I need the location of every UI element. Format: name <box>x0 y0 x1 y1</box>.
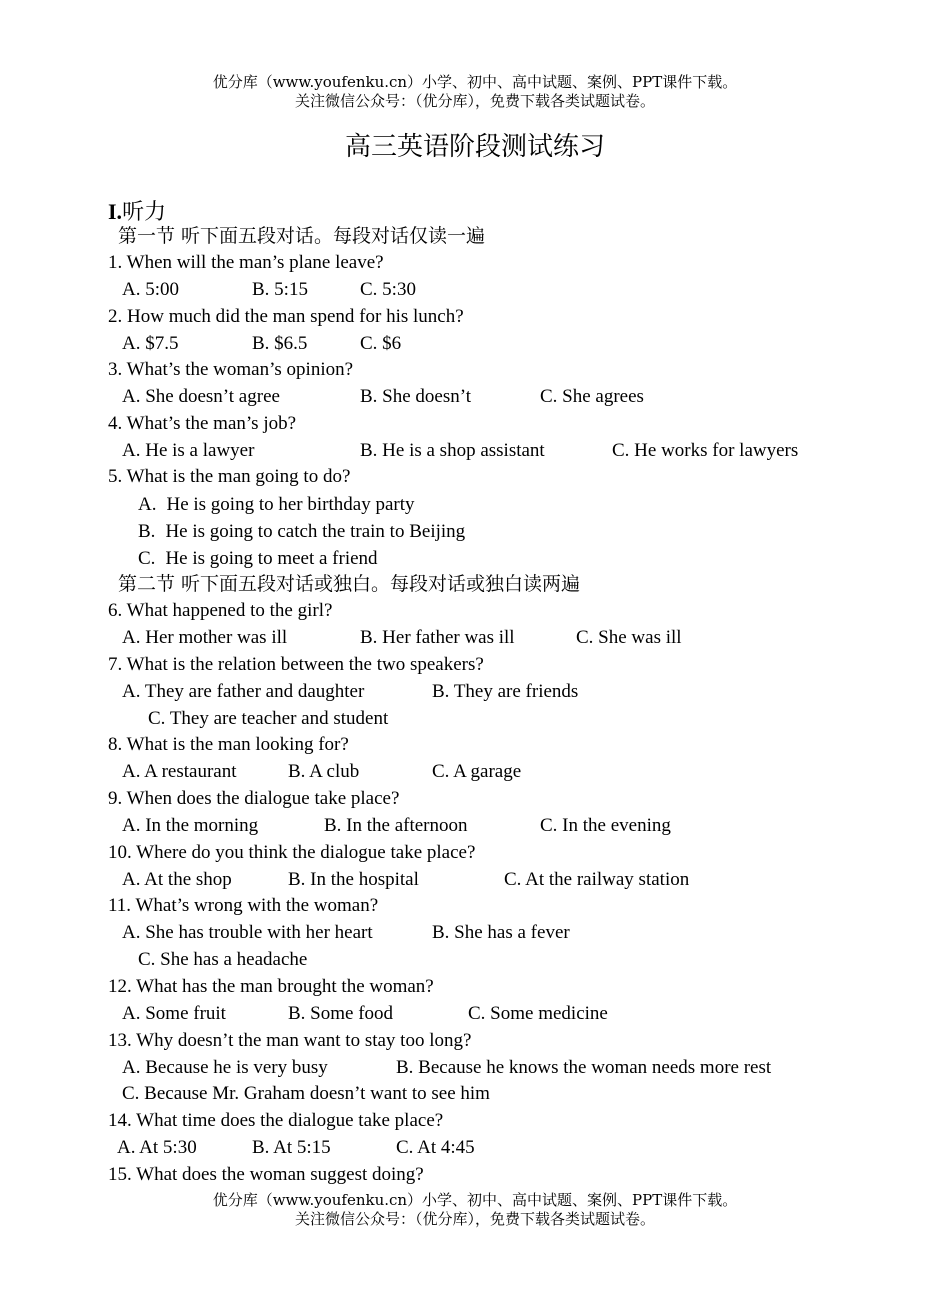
q12-option-b: B. Some food <box>288 1003 394 1024</box>
q13-option-b: B. Because he knows the woman needs more rest <box>396 1057 772 1078</box>
q6-option-b: B. Her father was ill <box>360 627 515 648</box>
question-13: 13. Why doesn’t the man want to stay too long? <box>108 1030 472 1051</box>
q3-option-b: B. She doesn’t <box>360 386 472 407</box>
q3-option-c: C. She agrees <box>540 386 644 407</box>
question-2: 2. How much did the man spend for his lunch? <box>108 306 464 327</box>
q11-option-a: A. She has trouble with her heart <box>122 922 373 943</box>
q7-option-a: A. They are father and daughter <box>122 681 365 702</box>
q14-option-c: C. At 4:45 <box>396 1137 475 1158</box>
q2-option-c: C. $6 <box>360 333 402 354</box>
q1-option-c: C. 5:30 <box>360 279 416 300</box>
question-5: 5. What is the man going to do? <box>108 466 351 487</box>
q5-option-a <box>138 493 415 517</box>
q4-option-a: A. He is a lawyer <box>122 440 255 461</box>
q10-option-a: A. At the shop <box>122 869 232 890</box>
q14-option-b: B. At 5:15 <box>252 1137 331 1158</box>
question-7: 7. What is the relation between the two speakers? <box>108 654 484 675</box>
q5-option-b <box>138 520 465 544</box>
q9-option-a: A. In the morning <box>122 815 259 836</box>
q13-option-c: C. Because Mr. Graham doesn’t want to see him <box>122 1083 490 1104</box>
question-8: 8. What is the man looking for? <box>108 734 349 755</box>
q11-option-c: C. She has a headache <box>138 949 308 970</box>
q8-option-c: C. A garage <box>432 761 522 782</box>
part-2-heading: 第二节 听下面五段对话或独白。每段对话或独白读两遍 <box>118 573 581 595</box>
q10-option-c: C. At the railway station <box>504 869 690 890</box>
q9-option-b: B. In the afternoon <box>324 815 468 836</box>
question-9: 9. When does the dialogue take place? <box>108 788 400 809</box>
section-name: 听力 <box>122 200 167 225</box>
question-10: 10. Where do you think the dialogue take place? <box>108 842 476 863</box>
q5-option-c <box>138 547 378 571</box>
question-15: 15. What does the woman suggest doing? <box>108 1164 424 1185</box>
question-14: 14. What time does the dialogue take place? <box>108 1110 444 1131</box>
q5-letter-c: C. <box>138 548 156 569</box>
q12-option-a: A. Some fruit <box>122 1003 226 1024</box>
q5-letter-b: B. <box>138 521 156 542</box>
question-4: 4. What’s the man’s job? <box>108 413 297 434</box>
q6-option-a: A. Her mother was ill <box>122 627 288 648</box>
question-1: 1. When will the man’s plane leave? <box>108 252 384 273</box>
q3-option-a: A. She doesn’t agree <box>122 386 280 407</box>
q5-letter-a: A. <box>138 494 157 515</box>
q13-option-a: A. Because he is very busy <box>122 1057 328 1078</box>
q8-option-a: A. A restaurant <box>122 761 237 782</box>
q10-option-b: B. In the hospital <box>288 869 419 890</box>
header-line-2: 关注微信公众号：（优分库），免费下载各类试题试卷。 <box>294 92 655 110</box>
q7-option-c: C. They are teacher and student <box>148 708 389 729</box>
q2-option-b: B. $6.5 <box>252 333 308 354</box>
section-number: I. <box>108 199 123 224</box>
q1-option-a: A. 5:00 <box>122 279 179 300</box>
footer-line-1: 优分库（www.youfenku.cn）小学、初中、高中试题、案例、PPT课件下载。 <box>212 1191 738 1209</box>
q11-option-b: B. She has a fever <box>432 922 570 943</box>
question-3: 3. What’s the woman’s opinion? <box>108 359 354 380</box>
part-1-heading: 第一节 听下面五段对话。每段对话仅读一遍 <box>118 225 486 247</box>
q1-option-b: B. 5:15 <box>252 279 308 300</box>
q6-option-c: C. She was ill <box>576 627 682 648</box>
question-12: 12. What has the man brought the woman? <box>108 976 434 997</box>
q14-option-a: A. At 5:30 <box>117 1137 197 1158</box>
q5-text-b: He is going to catch the train to Beijing <box>165 521 466 542</box>
question-11: 11. What’s wrong with the woman? <box>108 895 379 916</box>
q9-option-c: C. In the evening <box>540 815 671 836</box>
q8-option-b: B. A club <box>288 761 360 782</box>
question-6: 6. What happened to the girl? <box>108 600 333 621</box>
q5-text-c: He is going to meet a friend <box>165 548 378 569</box>
q7-option-b: B. They are friends <box>432 681 579 702</box>
q5-text-a: He is going to her birthday party <box>166 494 415 515</box>
section-heading <box>108 195 166 226</box>
page-title: 高三英语阶段测试练习 <box>344 132 605 162</box>
q12-option-c: C. Some medicine <box>468 1003 608 1024</box>
q4-option-c: C. He works for lawyers <box>612 440 799 461</box>
q2-option-a: A. $7.5 <box>122 333 179 354</box>
header-line-1: 优分库（www.youfenku.cn）小学、初中、高中试题、案例、PPT课件下载。 <box>212 73 738 91</box>
q4-option-b: B. He is a shop assistant <box>360 440 545 461</box>
footer-line-2: 关注微信公众号：（优分库），免费下载各类试题试卷。 <box>294 1210 655 1228</box>
